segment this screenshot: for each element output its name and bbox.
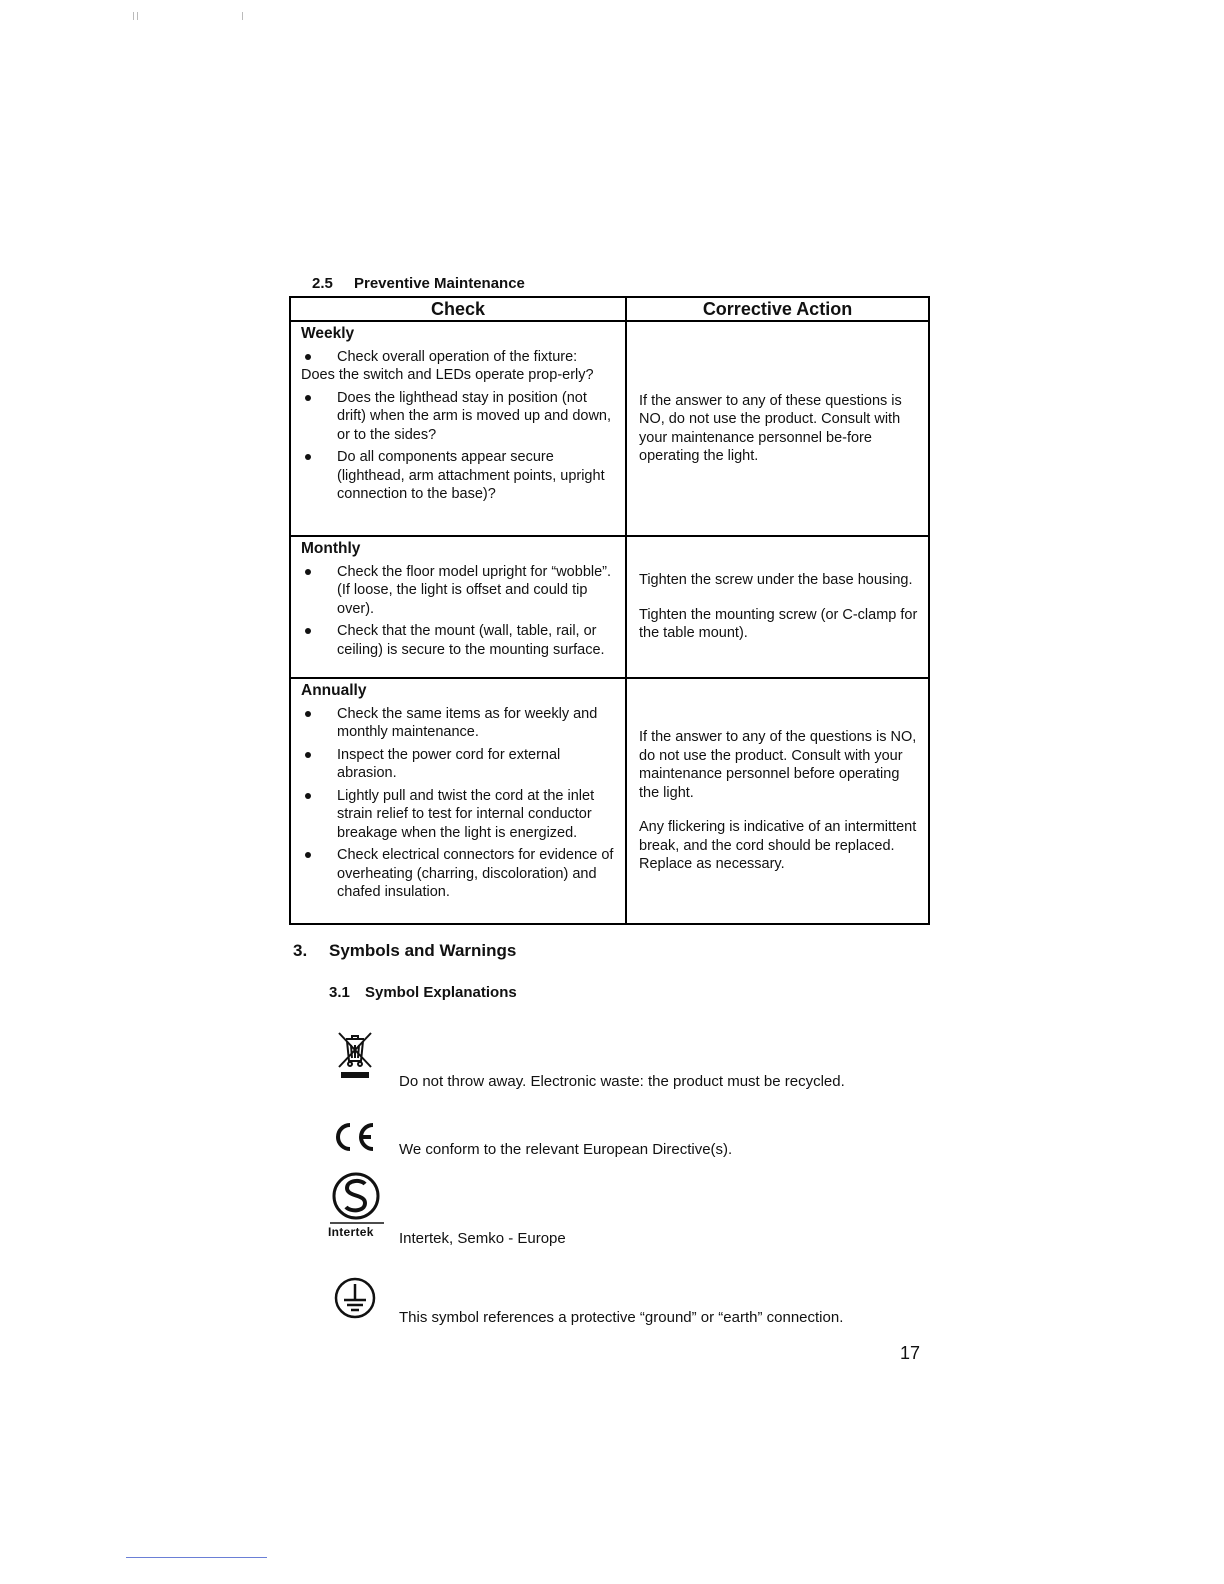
section-heading-3: 3. Symbols and Warnings bbox=[293, 941, 517, 960]
list-item: Lightly pull and twist the cord at the inlet strain relief to test for internal conductor breakage when the light is energized. bbox=[337, 787, 595, 841]
header-check: Check bbox=[290, 297, 626, 321]
maintenance-table bbox=[289, 296, 930, 925]
symbol-explanation: Intertek, Semko - Europe bbox=[399, 1230, 566, 1247]
list-item: Do all components appear secure (lighthead, arm attachment points, upright connection to the base)? bbox=[337, 449, 605, 502]
check-cell bbox=[290, 536, 626, 678]
ground-earth-icon bbox=[333, 1276, 377, 1320]
action-cell: If the answer to any of the questions is NO, do not use the product. Consult with your maintenance personnel before operating the light. Any flickering is indicative of an intermittent break, and the cord should be replaced. Replace as necessary. bbox=[626, 678, 929, 924]
list-item: Check that the mount (wall, table, rail, or ceiling) is secure to the mounting surface. bbox=[337, 623, 605, 658]
list-item: Check the same items as for weekly and monthly maintenance. bbox=[337, 705, 598, 740]
table-header-row bbox=[290, 297, 929, 321]
table-row-annually bbox=[290, 678, 929, 924]
symbol-explanation: We conform to the relevant European Directive(s). bbox=[399, 1141, 733, 1158]
footer-rule bbox=[126, 1557, 267, 1558]
action-cell: If the answer to any of these questions is NO, do not use the product. Consult with your maintenance personnel be-fore operating the light. bbox=[626, 321, 929, 536]
period-label: Monthly bbox=[301, 540, 361, 557]
table-row-monthly bbox=[290, 536, 929, 678]
intertek-logo-text: Intertek bbox=[328, 1225, 374, 1239]
list-item: Check overall operation of the fixture: Does the switch and LEDs operate prop-erly? bbox=[301, 348, 594, 383]
period-label: Weekly bbox=[301, 325, 355, 342]
period-label: Annually bbox=[301, 682, 367, 699]
check-cell bbox=[290, 321, 626, 536]
section-heading-3-1: 3.1 Symbol Explanations bbox=[329, 984, 517, 1001]
intertek-semko-icon bbox=[328, 1170, 388, 1226]
symbol-explanation: Do not throw away. Electronic waste: the product must be recycled. bbox=[399, 1073, 845, 1090]
check-cell bbox=[290, 678, 626, 924]
list-item: Inspect the power cord for external abrasion. bbox=[337, 746, 561, 781]
table-row-weekly bbox=[290, 321, 929, 536]
symbol-explanation: This symbol references a protective “ground” or “earth” connection. bbox=[399, 1309, 844, 1326]
scan-mark bbox=[137, 12, 138, 20]
scan-mark bbox=[133, 12, 134, 20]
action-cell: Tighten the screw under the base housing. Tighten the mounting screw (or C-clamp for the table mount). bbox=[626, 536, 929, 678]
header-corrective-action: Corrective Action bbox=[626, 297, 929, 321]
scan-mark bbox=[242, 12, 243, 20]
page-number: 17 bbox=[900, 1343, 921, 1363]
list-item: Check the floor model upright for “wobble”. (If loose, the light is offset and could tip over). bbox=[337, 563, 612, 617]
weee-crossed-bin-icon bbox=[336, 1031, 374, 1081]
section-heading-2-5: 2.5 Preventive Maintenance bbox=[312, 275, 525, 292]
list-item: Does the lighthead stay in position (not drift) when the arm is moved up and down, or to the sides? bbox=[337, 389, 612, 443]
list-item: Check electrical connectors for evidence of overheating (charring, discoloration) and chafed insulation. bbox=[337, 847, 614, 900]
ce-mark-icon bbox=[330, 1120, 380, 1154]
